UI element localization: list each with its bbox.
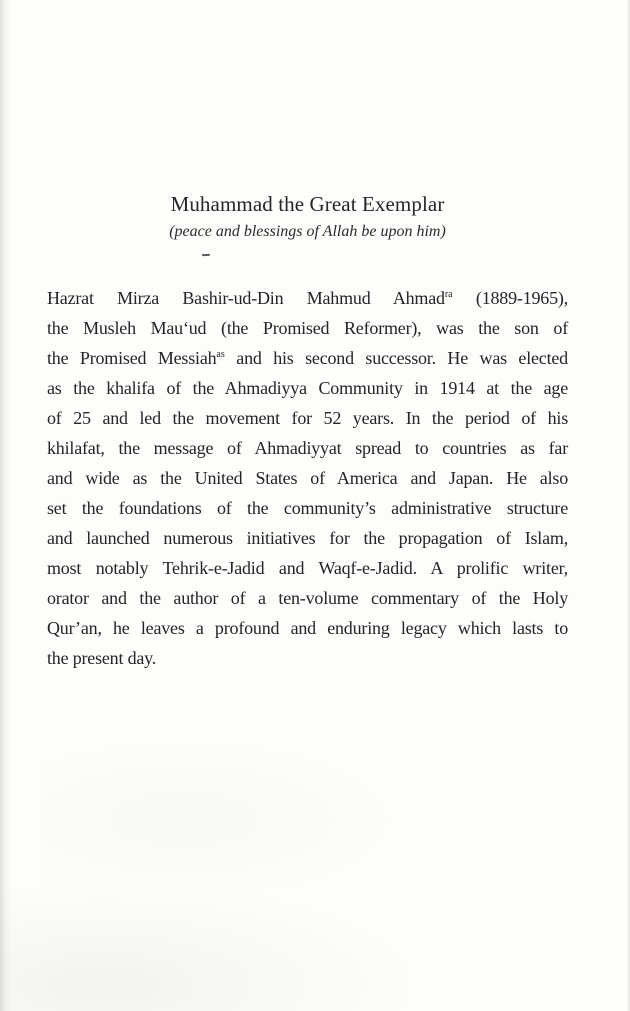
line-text: Hazrat Mirza Bashir-ud-Din Mahmud Ahmad <box>47 288 445 308</box>
paragraph-line: Qur’an, he leaves a profound and enduring legacy which lasts to <box>47 618 568 638</box>
heading-block <box>47 191 568 242</box>
paragraph-line: the present day. <box>47 648 157 668</box>
page-subtitle: (peace and blessings of Allah be upon him) <box>169 223 446 240</box>
paragraph-line: and wide as the United States of America and Japan. He also <box>47 468 568 488</box>
paragraph-line: most notably Tehrik-e-Jadid and Waqf-e-Jadid. A prolific writer, <box>47 558 568 578</box>
paragraph-line: set the foundations of the community’s administrative structure <box>47 498 568 518</box>
paragraph-line: khilafat, the message of Ahmadiyyat spread to countries as far <box>47 438 568 458</box>
page-title: Muhammad the Great Exemplar <box>170 192 445 216</box>
superscript-ra: ra <box>444 289 453 300</box>
paragraph-line: of 25 and led the movement for 52 years. In the period of his <box>47 408 568 428</box>
paragraph-line: the Musleh Mau‘ud (the Promised Reformer), was the son of <box>47 318 568 338</box>
paper-texture-blotch <box>0 881 420 1011</box>
superscript-as: as <box>216 349 225 360</box>
line-text: and his second successor. He was elected <box>224 348 568 368</box>
line-text: (1889-1965), <box>452 288 568 308</box>
ink-speck <box>202 254 210 256</box>
paper-texture-blotch <box>40 740 400 900</box>
paragraph-line <box>47 283 568 313</box>
biography-paragraph <box>47 283 568 673</box>
paragraph-line: and launched numerous initiatives for the propagation of Islam, <box>47 528 568 548</box>
scan-left-edge-shadow <box>0 0 12 1011</box>
paragraph-line: as the khalifa of the Ahmadiyya Community in 1914 at the age <box>47 378 568 398</box>
line-text: the Promised Messiah <box>47 348 217 368</box>
paragraph-line <box>47 343 568 373</box>
paragraph-line: orator and the author of a ten-volume commentary of the Holy <box>47 588 568 608</box>
